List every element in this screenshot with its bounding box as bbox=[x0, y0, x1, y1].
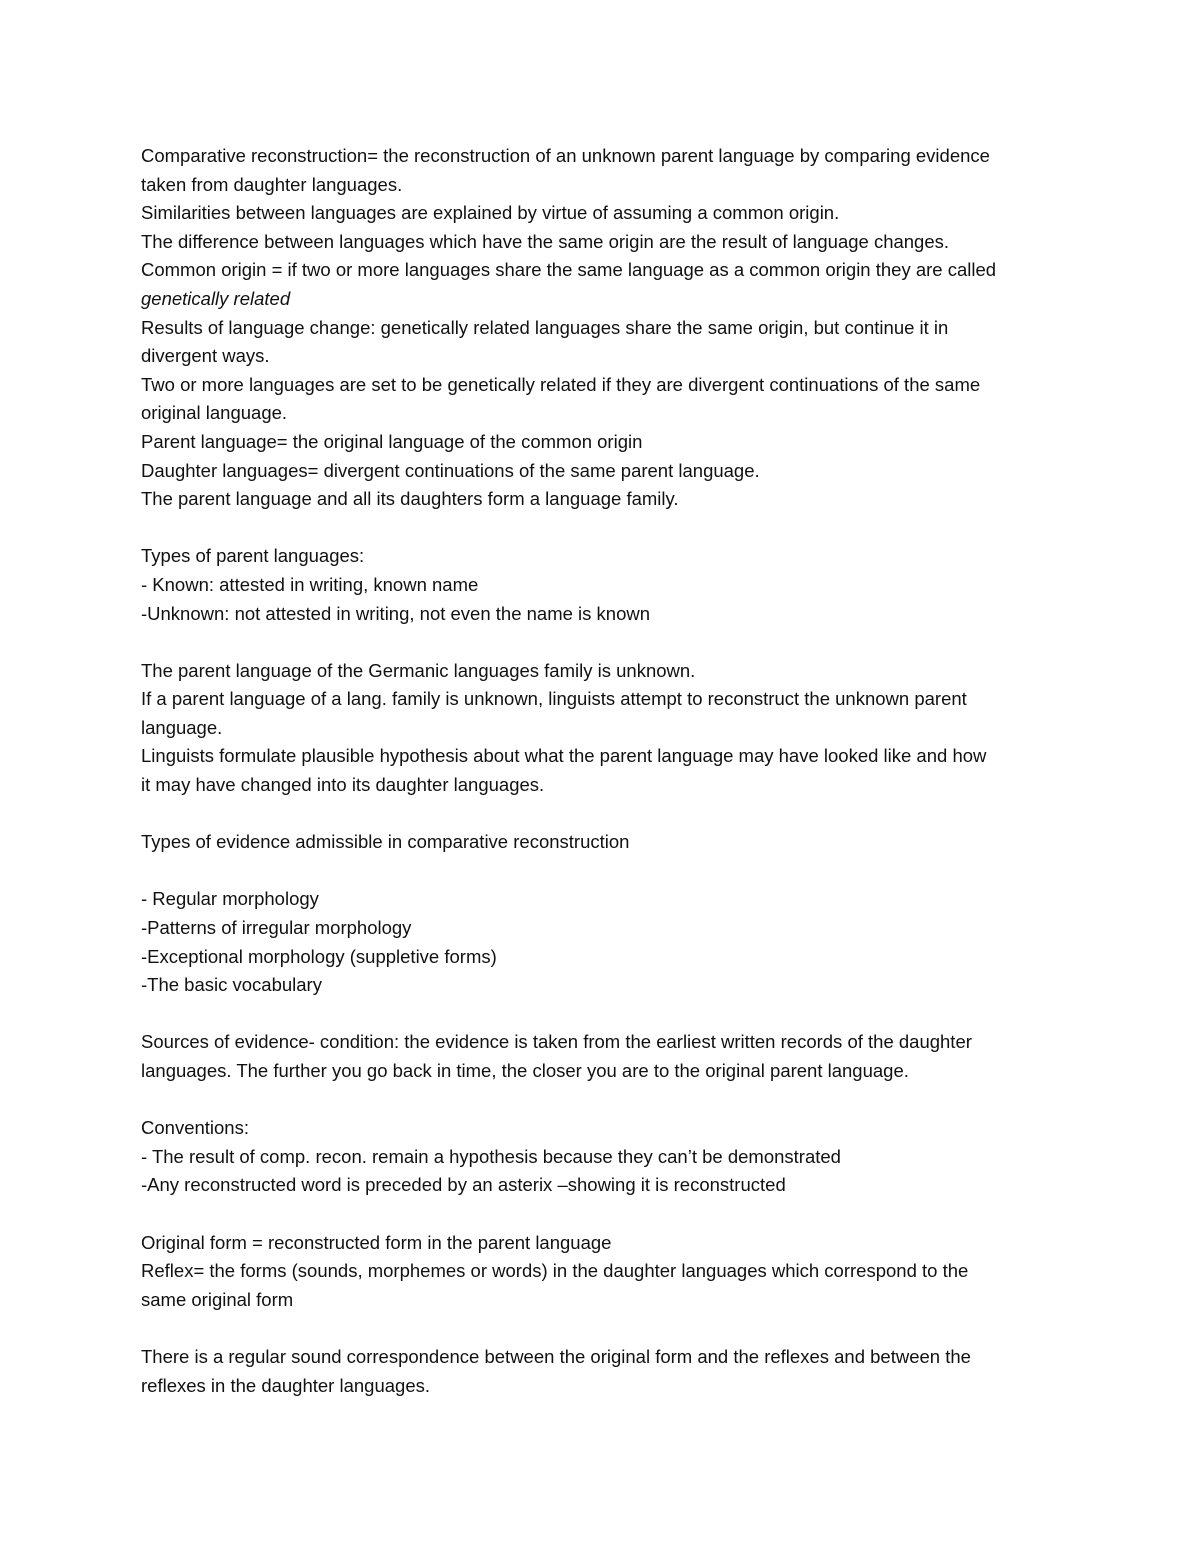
text-line: Common origin = if two or more languages share the same language as a common origin they are called bbox=[141, 259, 997, 281]
blank-line bbox=[141, 514, 1056, 543]
list-item: -The basic vocabulary bbox=[141, 974, 322, 996]
text-line: divergent ways. bbox=[141, 345, 270, 367]
text-line: reflexes in the daughter languages. bbox=[141, 1374, 431, 1396]
list-item: - The result of comp. recon. remain a hypothesis because they can’t be demonstrated bbox=[141, 1145, 841, 1167]
definitions-paragraph bbox=[141, 142, 1056, 514]
blank-line bbox=[141, 1200, 1056, 1229]
document-page bbox=[141, 142, 1056, 1400]
forms-paragraph bbox=[141, 1229, 1056, 1315]
text-line: language. bbox=[141, 716, 223, 738]
text-line: The parent language of the Germanic languages family is unknown. bbox=[141, 659, 696, 681]
text-line: The parent language and all its daughters form a language family. bbox=[141, 488, 679, 510]
text-line: Reflex= the forms (sounds, morphemes or words) in the daughter languages which correspond to the bbox=[141, 1260, 969, 1282]
italic-term: genetically related bbox=[141, 287, 291, 309]
text-line: Parent language= the original language of the common origin bbox=[141, 430, 643, 452]
blank-line bbox=[141, 1086, 1056, 1115]
text-line: Types of evidence admissible in comparative reconstruction bbox=[141, 831, 630, 853]
evidence-heading-paragraph bbox=[141, 828, 1056, 857]
blank-line bbox=[141, 1314, 1056, 1343]
list-item: -Exceptional morphology (suppletive forms) bbox=[141, 945, 497, 967]
text-line: Conventions: bbox=[141, 1117, 249, 1139]
list-item: - Regular morphology bbox=[141, 888, 319, 910]
list-item: -Unknown: not attested in writing, not even the name is known bbox=[141, 602, 651, 624]
text-line: Original form = reconstructed form in the parent language bbox=[141, 1231, 612, 1253]
text-line: it may have changed into its daughter languages. bbox=[141, 774, 545, 796]
sources-paragraph bbox=[141, 1028, 1056, 1085]
list-item: -Patterns of irregular morphology bbox=[141, 917, 412, 939]
correspondence-paragraph bbox=[141, 1343, 1056, 1400]
text-line: same original form bbox=[141, 1288, 294, 1310]
text-line: taken from daughter languages. bbox=[141, 173, 403, 195]
text-line: Comparative reconstruction= the reconstruction of an unknown parent language by comparing evidence bbox=[141, 145, 990, 166]
text-line: The difference between languages which have the same origin are the result of language changes. bbox=[141, 230, 950, 252]
blank-line bbox=[141, 800, 1056, 829]
list-item: -Any reconstructed word is preceded by an asterix –showing it is reconstructed bbox=[141, 1174, 786, 1196]
conventions-paragraph bbox=[141, 1114, 1056, 1200]
text-line: Types of parent languages: bbox=[141, 545, 365, 567]
text-line: There is a regular sound correspondence between the original form and the reflexes and between the bbox=[141, 1345, 971, 1367]
text-line: Two or more languages are set to be genetically related if they are divergent continuations of the same bbox=[141, 373, 981, 395]
evidence-list bbox=[141, 885, 1056, 999]
blank-line bbox=[141, 857, 1056, 886]
text-line: original language. bbox=[141, 402, 288, 424]
list-item: - Known: attested in writing, known name bbox=[141, 573, 479, 595]
germanic-paragraph bbox=[141, 657, 1056, 800]
text-line: languages. The further you go back in time, the closer you are to the original parent language. bbox=[141, 1060, 909, 1081]
text-line: Results of language change: genetically related languages share the same origin, but continue it in bbox=[141, 316, 949, 338]
parent-types-paragraph bbox=[141, 542, 1056, 628]
text-line: Linguists formulate plausible hypothesis about what the parent language may have looked like and how bbox=[141, 745, 987, 767]
text-line: If a parent language of a lang. family is unknown, linguists attempt to reconstruct the unknown parent bbox=[141, 688, 967, 710]
blank-line bbox=[141, 1000, 1056, 1029]
text-line: Similarities between languages are explained by virtue of assuming a common origin. bbox=[141, 202, 840, 224]
blank-line bbox=[141, 628, 1056, 657]
text-line: Daughter languages= divergent continuations of the same parent language. bbox=[141, 459, 760, 481]
text-line: Sources of evidence- condition: the evidence is taken from the earliest written records of the daughter bbox=[141, 1031, 972, 1053]
